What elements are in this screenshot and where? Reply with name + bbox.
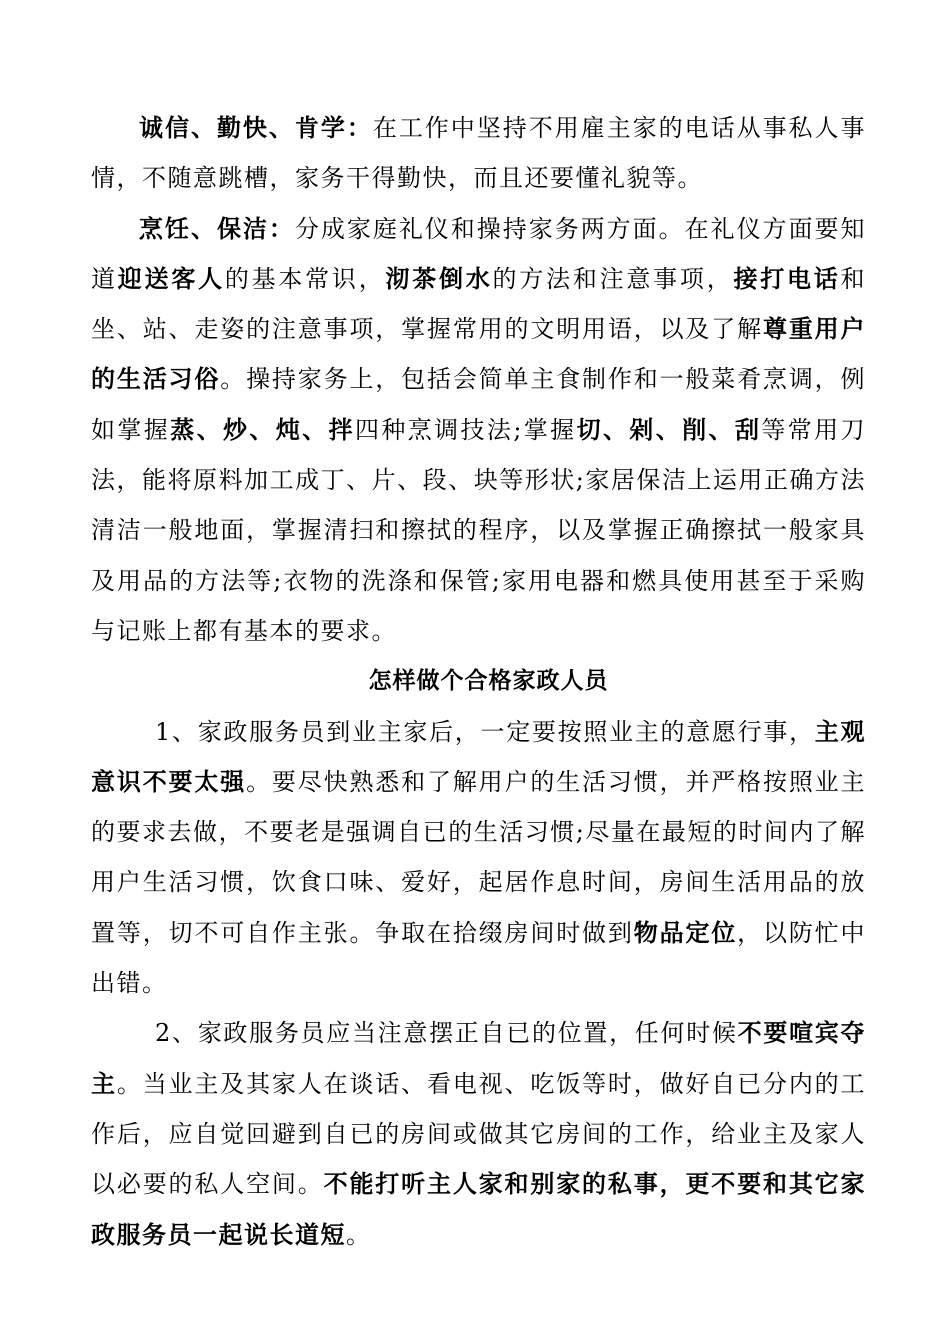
- paragraph-text: 的方法和注意事项，: [492, 264, 734, 293]
- emphasis-text: 切、剁、削、刮: [576, 415, 762, 444]
- paragraph-text: 四种烹调技法;掌握: [354, 415, 577, 444]
- paragraph-text: 分成家庭礼仪和操持家务两方面。在礼仪方面要知道: [91, 214, 867, 293]
- emphasis-text: 不能打听主人家和别家的私事，更不要和其它家政服务员一起说长道短: [91, 1170, 867, 1249]
- paragraph-text: 和坐、站、走姿的注意事项，掌握常用的文明用语，以及了解: [91, 264, 867, 344]
- paragraph-text: 。操持家务上，包括会简单主食制作和一般菜肴烹调，例如掌握: [91, 365, 867, 444]
- emphasis-text: 沏茶倒水: [385, 264, 493, 293]
- emphasis-text: 不要喧宾夺主: [91, 1019, 866, 1098]
- paragraph-cooking-cleaning: [91, 204, 866, 657]
- paragraph-text: 的基本常识，: [224, 264, 386, 293]
- paragraph-text: 在工作中坚持不用雇主家的电话从事私人事情，不随意跳槽，家务干得勤快，而且还要懂礼貌等。: [91, 114, 867, 193]
- emphasis-text: 迎送客人: [117, 264, 225, 293]
- paragraph-text: ，以防忙中出错。: [91, 918, 867, 998]
- list-item-2: [91, 1008, 866, 1259]
- list-item-1: [91, 707, 866, 1009]
- heading-integrity: 诚信、勤快、肯学：: [139, 114, 373, 142]
- paragraph-text: 等常用刀法，能将原料加工成丁、片、段、块等形状;家居保洁上运用正确方法清洁一般地面，掌握清扫和擦拭的程序，以及掌握正确擦拭一般家具及用品的方法等;衣物的洗涤和保管;家用电器和燃具使用甚至于采购与记账上都有基本的要求。: [91, 415, 867, 645]
- emphasis-text: 蒸、炒、炖、拌: [170, 415, 355, 444]
- document-page: [91, 103, 866, 1260]
- emphasis-text: 主观意识不要太强: [91, 717, 866, 796]
- heading-cooking-cleaning: 烹饪、保洁：: [139, 214, 295, 243]
- emphasis-text: 尊重用户的生活习俗: [91, 315, 867, 394]
- paragraph-text: 1、家政服务员到业主家后，一定要按照业主的意愿行事，: [155, 717, 815, 746]
- paragraph-integrity: [91, 103, 866, 204]
- paragraph-text: 。要尽快熟悉和了解用户的生活习惯，并严格按照业主的要求去做，不要老是强调自已的生活习惯;尽量在最短的时间内了解用户生活习惯，饮食口味、爱好，起居作息时间，房间生活用品的放置等，切不可自作主张。争取在拾缀房间时做到: [91, 767, 867, 947]
- section-title: 怎样做个合格家政人员: [368, 668, 609, 695]
- emphasis-text: 物品定位: [633, 918, 738, 947]
- emphasis-text: 接打电话: [733, 264, 841, 293]
- paragraph-text: 。当业主及其家人在谈话、看电视、吃饭等时，做好自已分内的工作后，应自觉回避到自已的房间或做其它房间的工作，给业主及家人以必要的私人空间。: [91, 1069, 867, 1199]
- paragraph-text: 2、家政服务员应当注意摆正自已的位置，任何时候: [155, 1019, 738, 1048]
- paragraph-text: 。: [346, 1220, 372, 1249]
